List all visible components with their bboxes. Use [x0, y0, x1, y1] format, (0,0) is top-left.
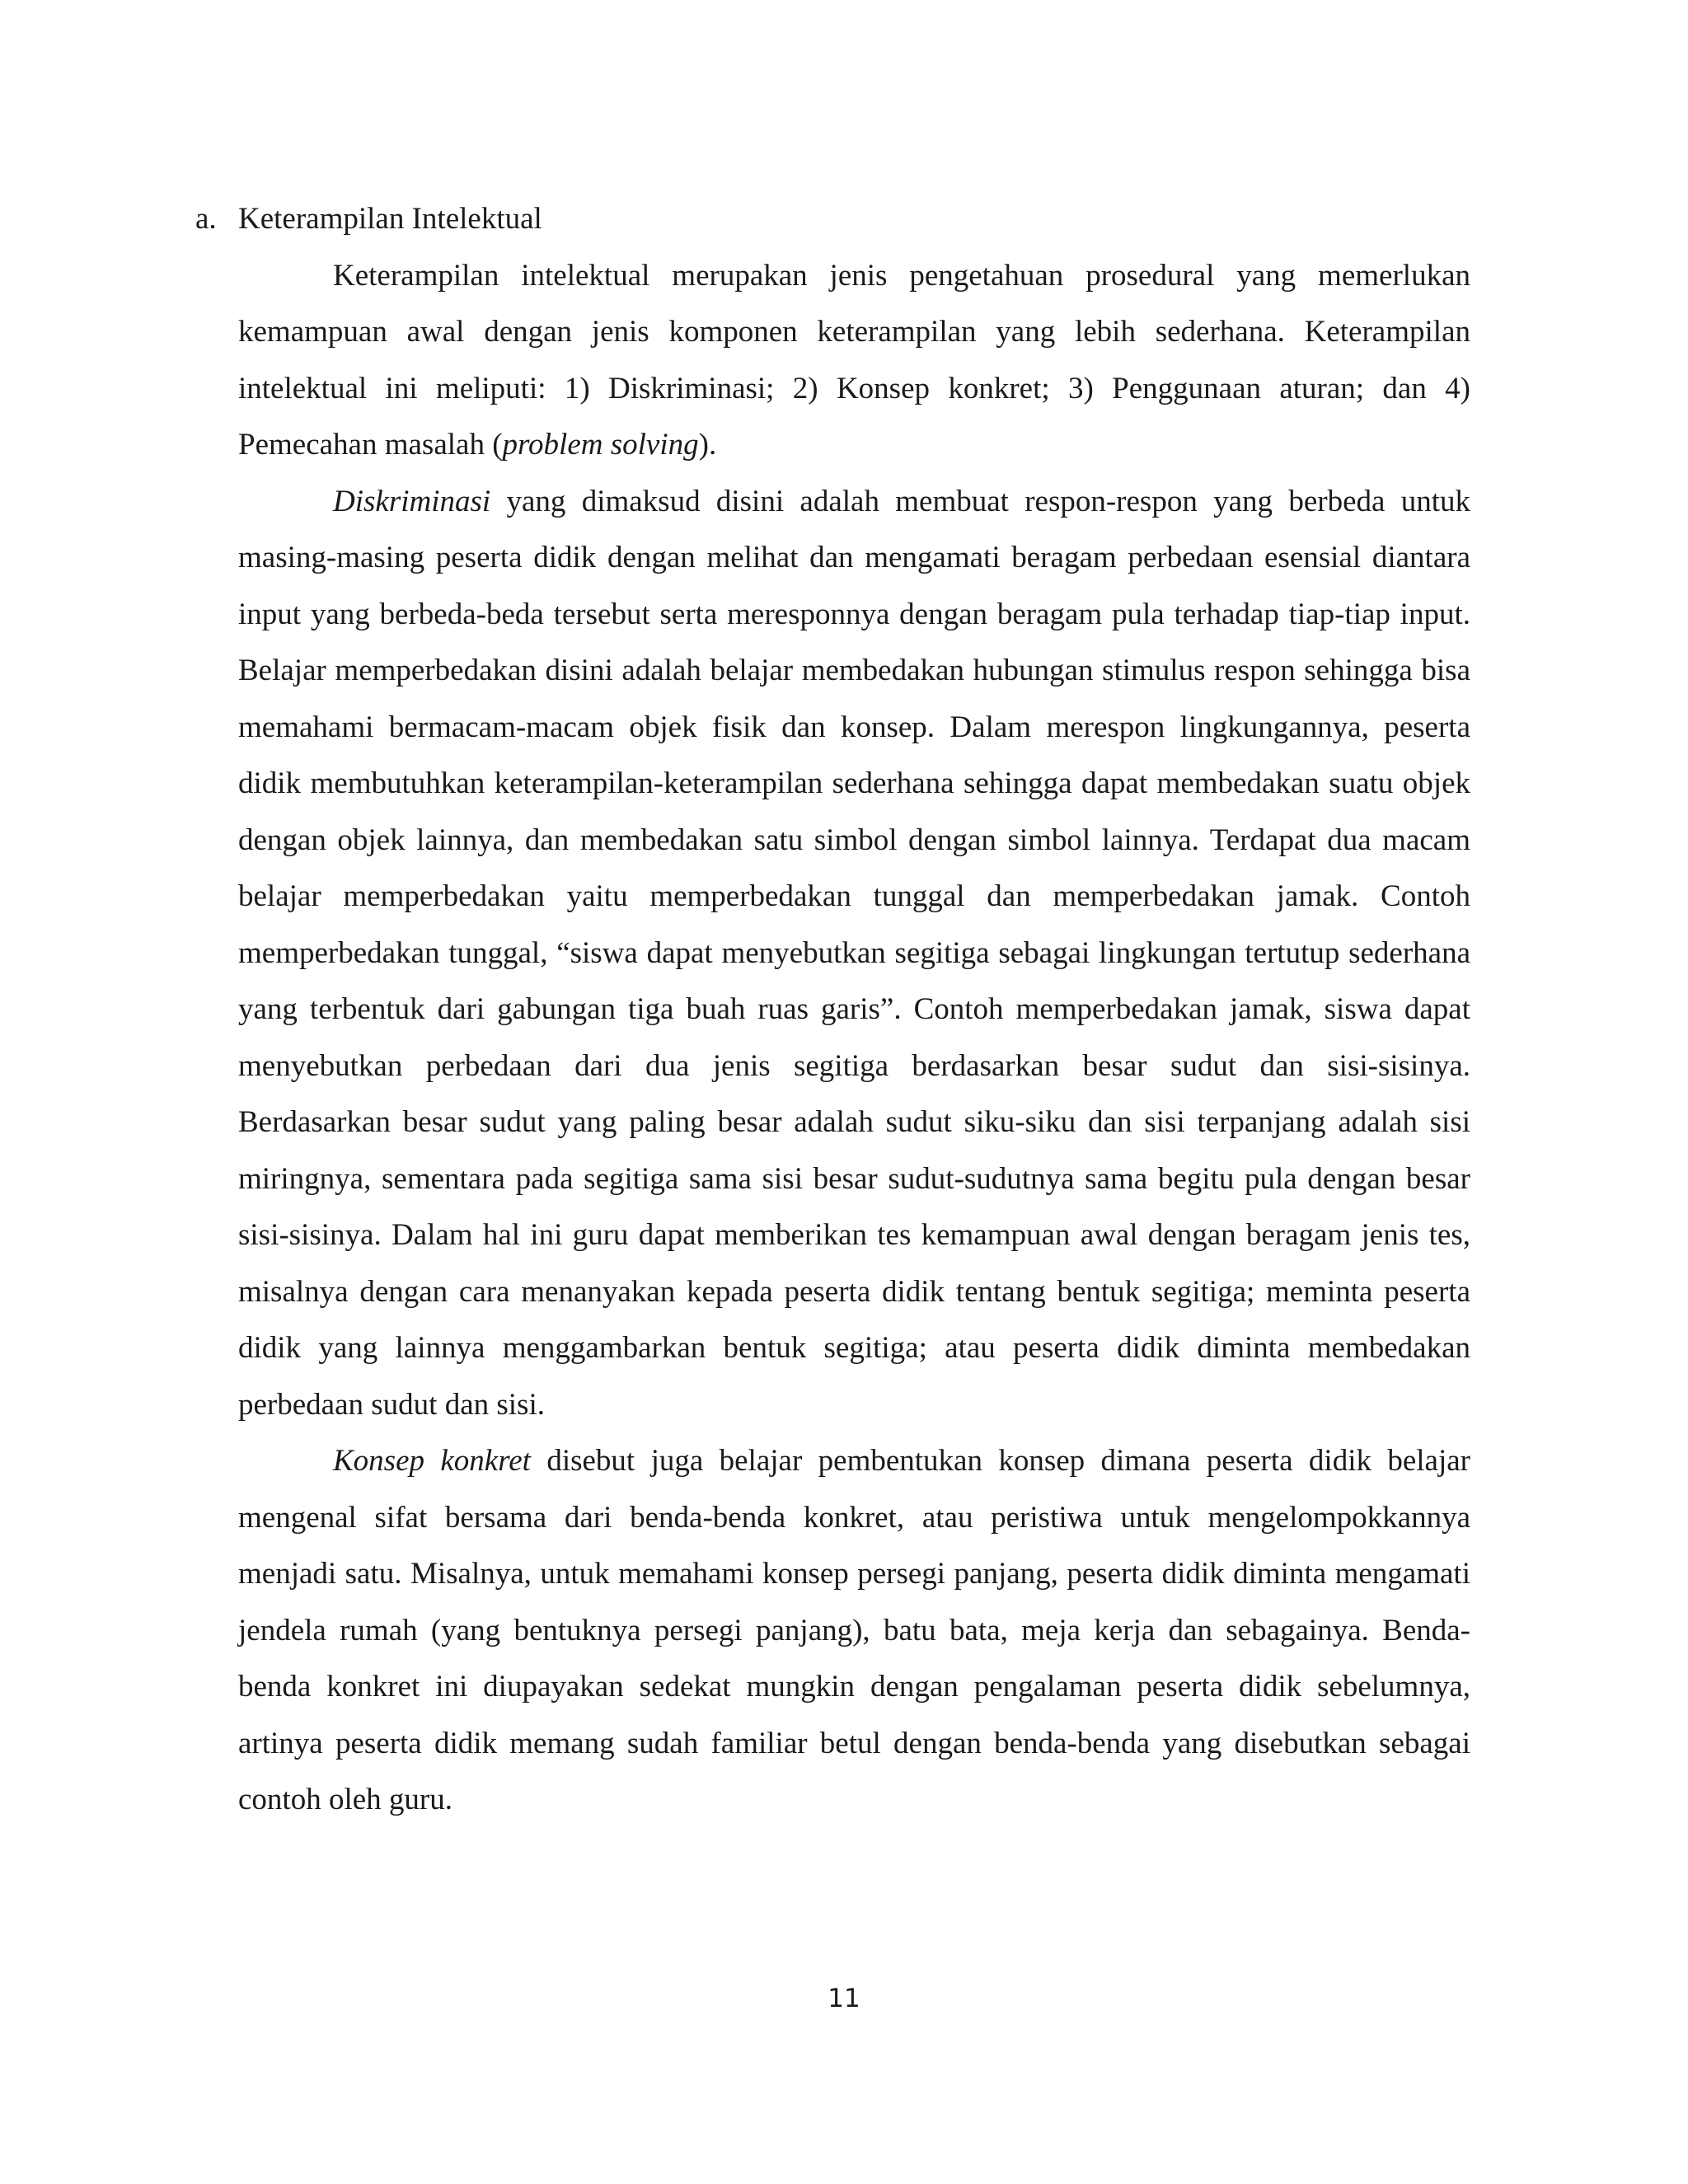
italic-term: problem solving — [502, 428, 699, 462]
section-title: Keterampilan Intelektual — [238, 202, 542, 236]
page-body — [195, 191, 1470, 1829]
page-number: 11 — [828, 1984, 860, 2013]
section-heading — [195, 191, 1470, 248]
italic-term: Diskriminasi — [333, 484, 491, 518]
text-run: yang dimaksud disini adalah membuat respon-respon yang berbeda untuk masing-masing peserta didik dengan melihat dan mengamati beragam perbedaan esensial diantara input yang berbeda-beda tersebut serta meresponnya dengan beragam pula terhadap tiap-tiap input. Belajar memperbedakan disini adalah belajar membedakan hubungan stimulus respon sehingga bisa memahami bermacam-macam objek fisik dan konsep. Dalam merespon lingkungannya, peserta didik membutuhkan keterampilan-keterampilan sederhana sehingga dapat membedakan suatu objek dengan objek lainnya, dan membedakan satu simbol dengan simbol lainnya. Terdapat dua macam belajar memperbedakan yaitu memperbedakan tunggal dan memperbedakan jamak. Contoh memperbedakan tunggal, “siswa dapat menyebutkan segitiga sebagai lingkungan tertutup sederhana yang terbentuk dari gabungan tiga buah ruas garis”. Contoh memperbedakan jamak, siswa dapat menyebutkan perbedaan dari dua jenis segitiga berdasarkan besar sudut dan sisi-sisinya. Berdasarkan besar sudut yang paling besar adalah sudut siku-siku dan sisi terpanjang adalah sisi miringnya, sementara pada segitiga sama sisi besar sudut-sudutnya sama begitu pula dengan besar sisi-sisinya. Dalam hal ini guru dapat memberikan tes kemampuan awal dengan beragam jenis tes, misalnya dengan cara menanyakan kepada peserta didik tentang bentuk segitiga; meminta peserta didik yang lainnya menggambarkan bentuk segitiga; atau peserta didik diminta membedakan perbedaan sudut dan sisi. — [238, 484, 1470, 1422]
text-run: ). — [698, 428, 717, 462]
paragraph-intro — [238, 248, 1470, 474]
paragraph-diskriminasi — [238, 474, 1470, 1434]
text-run: disebut juga belajar pembentukan konsep dimana peserta didik belajar mengenal sifat bersama dari benda-benda konkret, atau peristiwa untuk mengelompokkannya menjadi satu. Misalnya, untuk memahami konsep persegi panjang, peserta didik diminta mengamati jendela rumah (yang bentuknya persegi panjang), batu bata, meja kerja dan sebagainya. Benda-benda konkret ini diupayakan sedekat mungkin dengan pengalaman peserta didik sebelumnya, artinya peserta didik memang sudah familiar betul dengan benda-benda yang disebutkan sebagai contoh oleh guru. — [238, 1444, 1471, 1816]
text-run: Keterampilan intelektual merupakan jenis pengetahuan prosedural yang memerlukan kemampuan awal dengan jenis komponen keterampilan yang lebih sederhana. Keterampilan intelektual ini meliputi: 1) Diskriminasi; 2) Konsep konkret; 3) Penggunaan aturan; dan 4) Pemecahan masalah ( — [238, 258, 1470, 462]
paragraph-konsep-konkret — [238, 1433, 1470, 1829]
italic-term: Konsep konkret — [333, 1444, 531, 1478]
section-marker: a. — [195, 202, 217, 236]
